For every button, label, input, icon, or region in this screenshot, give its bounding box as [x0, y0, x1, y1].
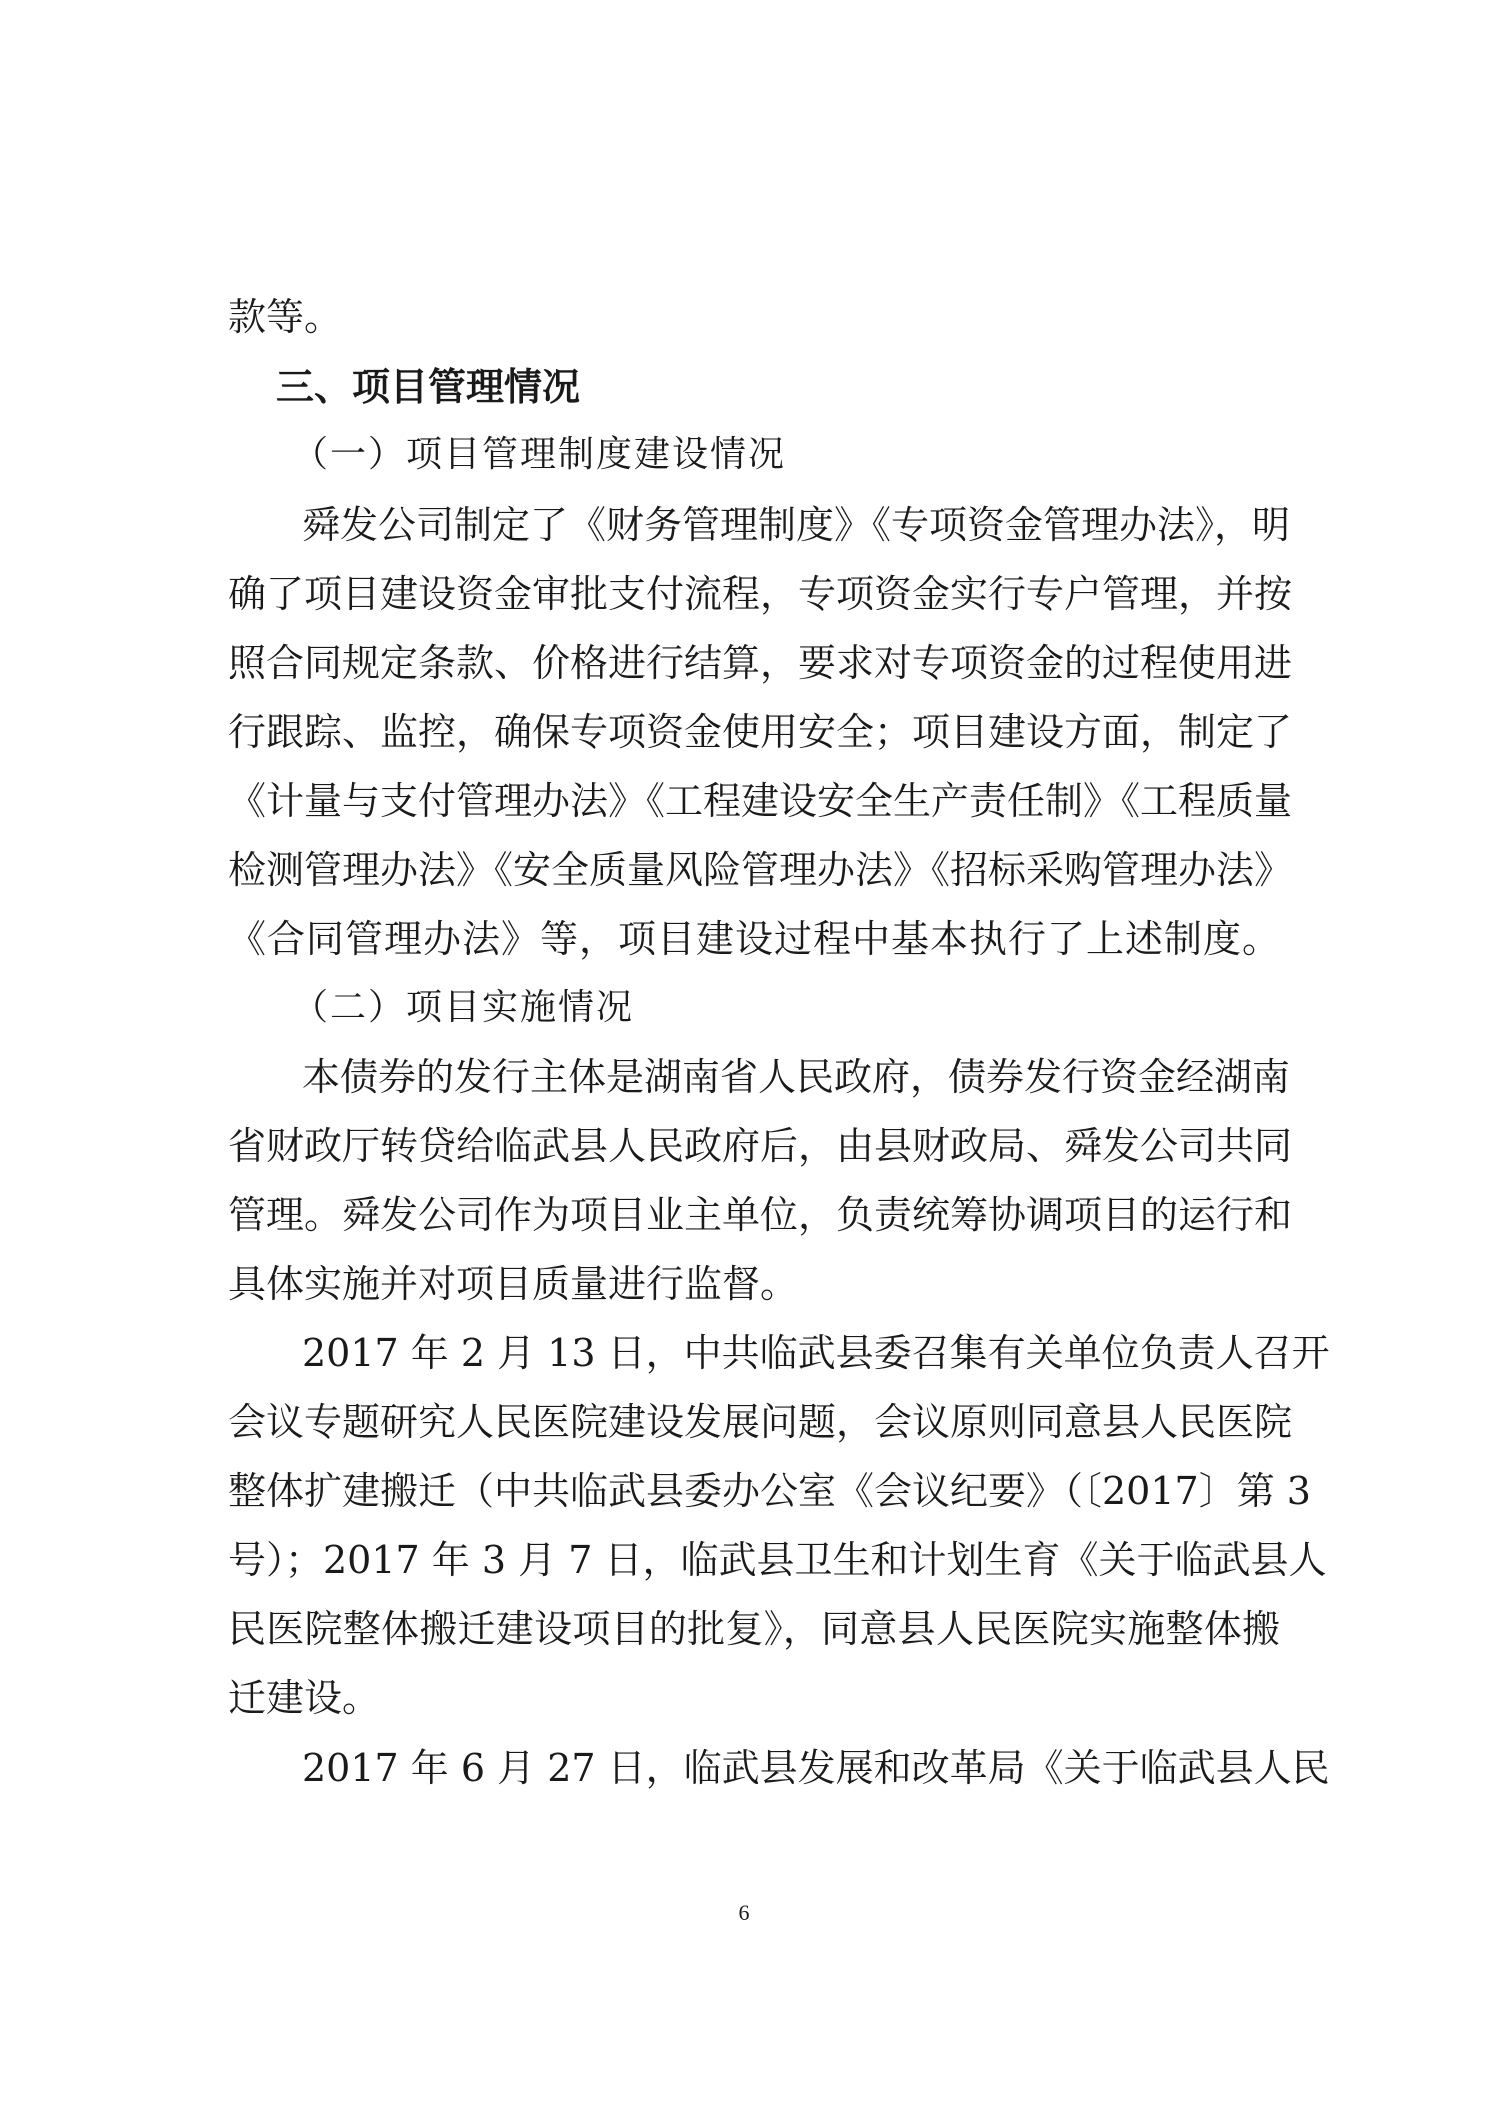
- subsection-heading: （二）项目实施情况: [292, 987, 635, 1028]
- paragraph-line: 《计量与支付管理办法》《工程建设安全生产责任制》《工程质量: [228, 779, 1293, 823]
- paragraph-line: 《合同管理办法》等，项目建设过程中基本执行了上述制度。: [228, 917, 1280, 961]
- paragraph-line: 整体扩建搬迁（中共临武县委办公室《会议纪要》（〔2017〕第 3: [228, 1469, 1311, 1513]
- subsection-heading: （一）项目管理制度建设情况: [292, 434, 787, 475]
- section-heading: 三、项目管理情况: [276, 365, 581, 409]
- paragraph-line: 照合同规定条款、价格进行结算，要求对专项资金的过程使用进: [228, 641, 1293, 685]
- paragraph-line: 款等。: [228, 295, 343, 339]
- paragraph-line: 迁建设。: [228, 1676, 381, 1720]
- paragraph-line: 具体实施并对项目质量进行监督。: [228, 1262, 799, 1306]
- paragraph-line: 行跟踪、监控，确保专项资金使用安全；项目建设方面，制定了: [228, 710, 1293, 754]
- paragraph-line: 确了项目建设资金审批支付流程，专项资金实行专户管理，并按: [228, 572, 1293, 616]
- paragraph-line: 舜发公司制定了《财务管理制度》《专项资金管理办法》，明: [302, 503, 1291, 547]
- page-number: 6: [738, 1900, 750, 1925]
- paragraph-line: 省财政厅转贷给临武县人民政府后，由县财政局、舜发公司共同: [228, 1124, 1293, 1168]
- paragraph-line: 民医院整体搬迁建设项目的批复》，同意县人民医院实施整体搬: [228, 1607, 1280, 1651]
- paragraph-line: 2017 年 6 月 27 日，临武县发展和改革局《关于临武县人民: [302, 1746, 1330, 1790]
- paragraph-line: 管理。舜发公司作为项目业主单位，负责统筹协调项目的运行和: [228, 1193, 1293, 1237]
- paragraph-line: 号）；2017 年 3 月 7 日，临武县卫生和计划生育《关于临武县人: [228, 1538, 1327, 1582]
- paragraph-line: 检测管理办法》《安全质量风险管理办法》《招标采购管理办法》: [228, 848, 1293, 892]
- paragraph-line: 2017 年 2 月 13 日，中共临武县委召集有关单位负责人召开: [302, 1331, 1330, 1375]
- paragraph-line: 本债券的发行主体是湖南省人民政府，债券发行资金经湖南: [302, 1055, 1291, 1099]
- paragraph-line: 会议专题研究人民医院建设发展问题，会议原则同意县人民医院: [228, 1400, 1293, 1444]
